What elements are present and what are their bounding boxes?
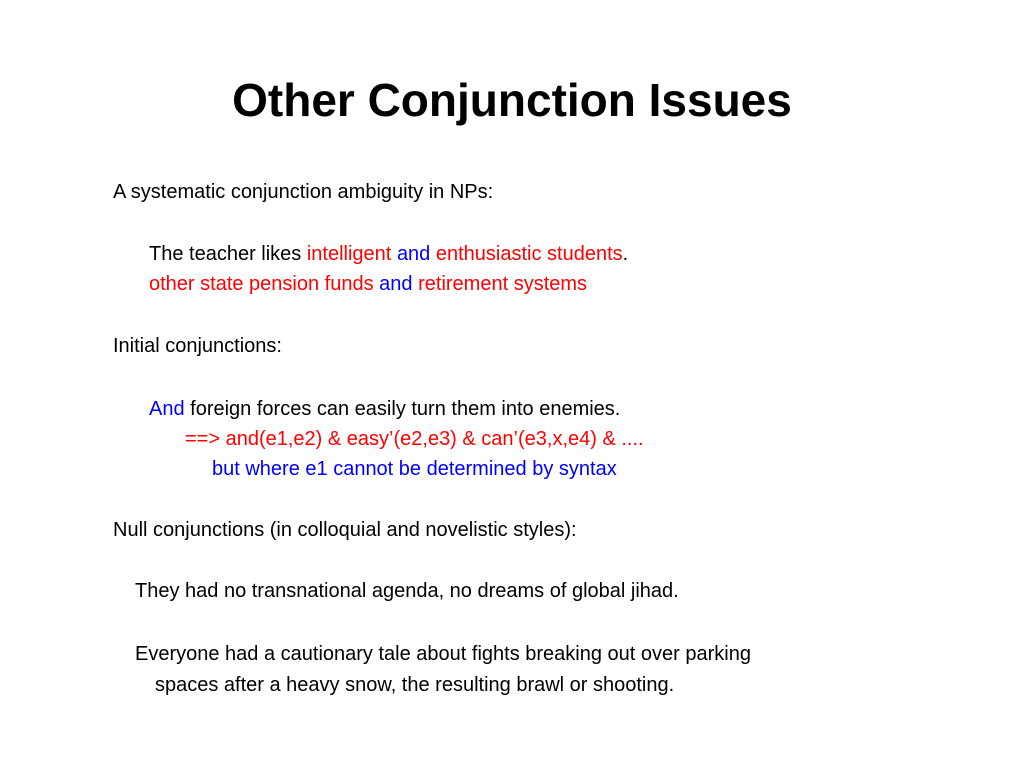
- np-example-1-noun-phrase: enthusiastic students: [435, 243, 623, 265]
- np-example-1-period: .: [622, 243, 629, 265]
- slide-title: Other Conjunction Issues: [232, 74, 792, 126]
- np-example-1-adjective: intelligent: [306, 243, 392, 265]
- logical-form: ==> and(e1,e2) & easy’(e2,e3) & can’(e3,x,e4) & ....: [185, 428, 644, 450]
- np-example-2: [149, 271, 587, 297]
- null-conjunction-example-1: They had no transnational agenda, no dreams of global jihad.: [135, 580, 679, 602]
- np-example-2-part-1: other state pension funds: [149, 273, 374, 295]
- initial-conjunction-example: [149, 396, 620, 422]
- syntax-note: but where e1 cannot be determined by syntax: [212, 458, 617, 480]
- null-conjunctions-heading: Null conjunctions (in colloquial and novelistic styles):: [113, 519, 577, 541]
- np-example-2-conjunction: and: [379, 273, 413, 295]
- initial-conjunction-word: And: [149, 398, 185, 420]
- initial-conjunction-sentence: foreign forces can easily turn them into enemies.: [184, 398, 621, 420]
- np-example-1-conjunction: and: [396, 243, 431, 265]
- initial-conjunctions-heading: Initial conjunctions:: [113, 335, 282, 357]
- null-conjunction-example-2-line-1: Everyone had a cautionary tale about fights breaking out over parking: [135, 643, 751, 665]
- null-conjunction-example-2-line-2: spaces after a heavy snow, the resulting brawl or shooting.: [155, 674, 675, 696]
- np-example-1-lead: The teacher likes: [149, 243, 307, 265]
- np-example-1: [149, 241, 628, 267]
- np-example-2-part-2: retirement systems: [418, 273, 588, 295]
- np-ambiguity-heading: A systematic conjunction ambiguity in NPs:: [113, 181, 494, 203]
